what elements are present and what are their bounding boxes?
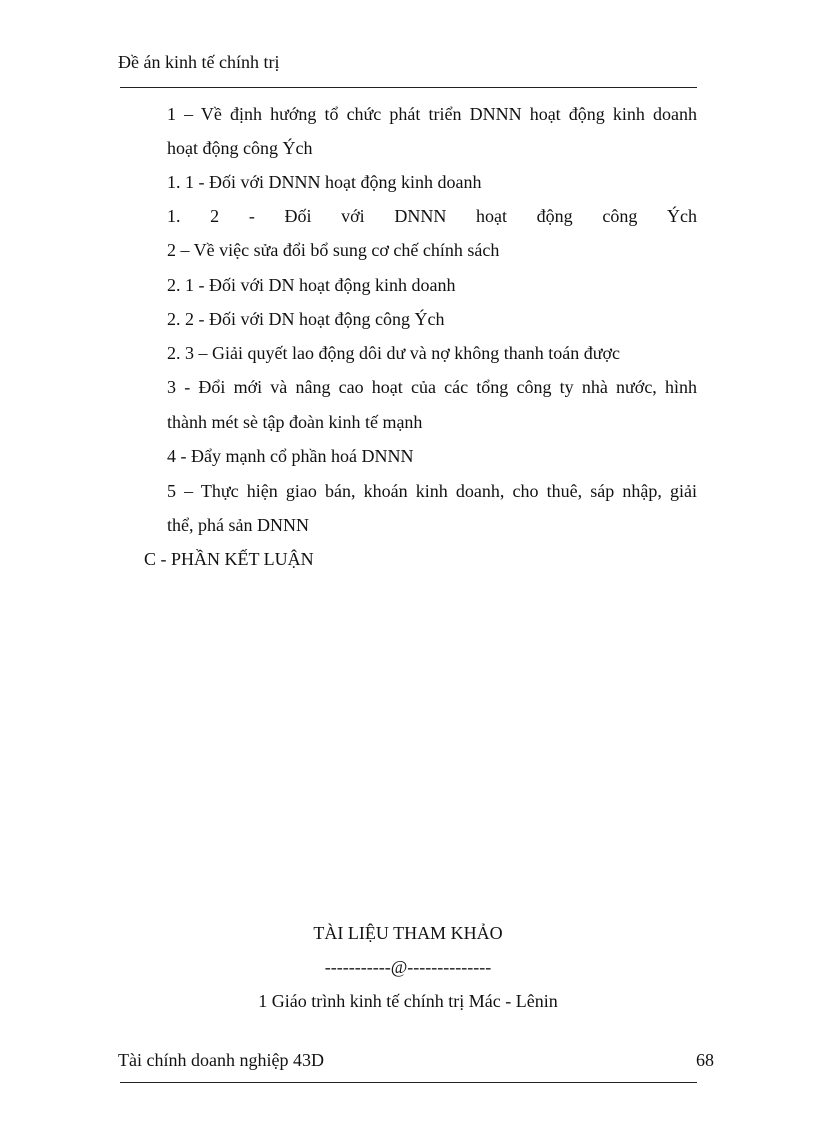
page-header-title: Đề án kinh tế chính trị <box>118 52 280 72</box>
toc-line: 1 – Về định hướng tổ chức phát triển DNNN hoạt động kinh doanh <box>167 104 697 124</box>
toc-conclusion: C - PHẦN KẾT LUẬN <box>144 549 314 569</box>
page-footer-label: Tài chính doanh nghiệp 43D <box>118 1050 324 1070</box>
references-separator: -----------@-------------- <box>324 957 492 977</box>
toc-line: 2. 3 – Giải quyết lao động dôi dư và nợ không thanh toán được <box>167 343 620 363</box>
toc-line: 3 - Đổi mới và nâng cao hoạt của các tổng công ty nhà nước, hình <box>167 377 697 397</box>
toc-line: 2. 1 - Đối với DN hoạt động kinh doanh <box>167 275 456 295</box>
toc-line: 1. 1 - Đối với DNNN hoạt động kinh doanh <box>167 172 482 192</box>
toc-line: 2. 2 - Đối với DN hoạt động công Ých <box>167 309 445 329</box>
toc-line: 2 – Về việc sửa đổi bổ sung cơ chế chính sách <box>167 240 500 260</box>
toc-line: 1. 2 - Đối với DNNN hoạt động công Ých <box>167 206 697 226</box>
toc-line: 5 – Thực hiện giao bán, khoán kinh doanh, cho thuê, sáp nhập, giải <box>167 481 697 501</box>
toc-line: 4 - Đẩy mạnh cổ phần hoá DNNN <box>167 446 414 466</box>
reference-item: 1 Giáo trình kinh tế chính trị Mác - Lênin <box>258 991 558 1011</box>
toc-line: hoạt động công Ých <box>167 138 313 158</box>
toc-line: thành mét sè tập đoàn kinh tế mạnh <box>167 412 423 432</box>
toc-line: thể, phá sản DNNN <box>167 515 309 535</box>
footer-rule <box>120 1082 697 1083</box>
references-heading: TÀI LIỆU THAM KHẢO <box>313 923 503 943</box>
header-rule <box>120 87 697 88</box>
page-number: 68 <box>696 1050 714 1070</box>
